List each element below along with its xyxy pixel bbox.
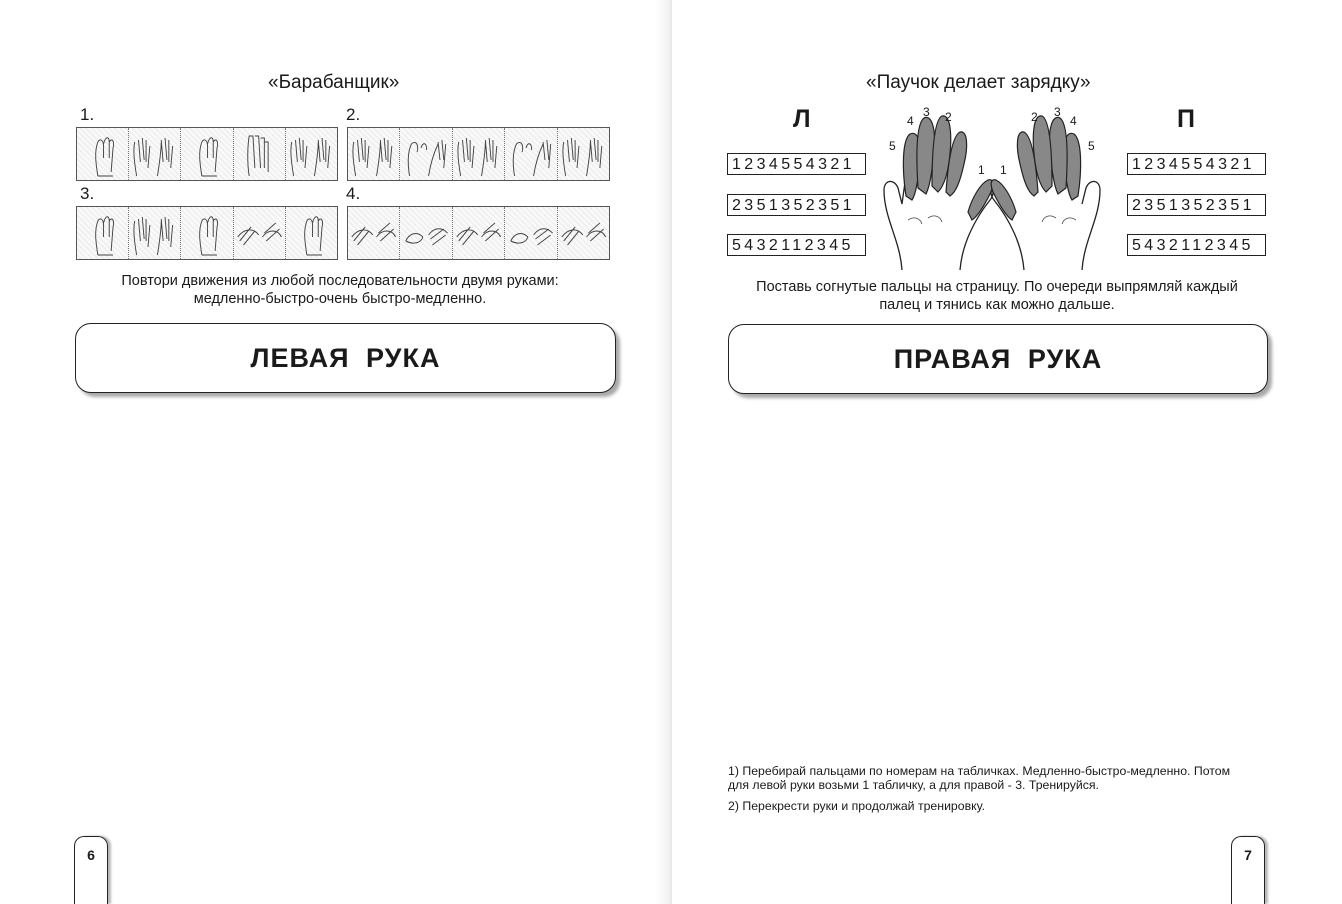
instruction-line: медленно-быстро-очень быстро-медленно. (193, 291, 487, 307)
hand-sequence-strip-3 (76, 206, 338, 260)
finger-number: 4 (1070, 114, 1077, 128)
sequence-label: 3. (80, 184, 95, 203)
hand-gesture-frame (77, 128, 129, 180)
hand-gesture-frame (400, 207, 452, 259)
page-number: 6 (74, 836, 108, 904)
hand-icon (234, 128, 285, 180)
right-hand-box: ПРАВАЯ РУКА (728, 324, 1268, 394)
footnote-line: для левой руки возьми 1 табличку, а для правой - 3. Тренируйся. (728, 778, 1099, 792)
hand-icon (505, 128, 556, 180)
page-title: «Паучок делает зарядку» (866, 72, 1091, 93)
hand-icon (181, 207, 232, 259)
hand-gesture-frame (286, 128, 337, 180)
finger-number: 1 (1000, 163, 1007, 177)
footnote-line: 1) Перебирай пальцами по номерам на табличках. Медленно-быстро-медленно. Потом (728, 764, 1231, 778)
instruction-line: палец и тянись как можно дальше. (879, 297, 1115, 313)
left-hand-box: ЛЕВАЯ РУКА (75, 323, 616, 393)
page-number: 7 (1231, 836, 1265, 904)
left-sequence-box: 5432112345 (727, 234, 866, 256)
hand-icon (558, 207, 609, 259)
instruction-text (80, 272, 600, 308)
footnote-2: 2) Перекрести руки и продолжай тренировку. (728, 799, 985, 813)
hand-gesture-frame (348, 207, 400, 259)
hand-icon (400, 128, 451, 180)
hand-sequence-strip-1 (76, 127, 338, 181)
hand-gesture-frame (400, 128, 452, 180)
left-page (0, 0, 668, 904)
finger-number: 3 (923, 105, 930, 119)
finger-number: 2 (945, 110, 952, 124)
sequence-label: 4. (346, 184, 361, 203)
hand-icon (234, 207, 285, 259)
hand-gesture-frame (348, 128, 400, 180)
hand-icon (505, 207, 556, 259)
hand-gesture-frame (453, 128, 505, 180)
hand-gesture-frame (129, 128, 181, 180)
hand-gesture-frame (558, 128, 609, 180)
hand-gesture-frame (129, 207, 181, 259)
hand-gesture-frame (505, 128, 557, 180)
hand-sequence-strip-2 (347, 127, 610, 181)
hand-sequence-strip-4 (347, 206, 610, 260)
hand-icon (181, 128, 232, 180)
instruction-line: Повтори движения из любой последовательности двумя руками: (121, 273, 559, 289)
finger-number: 5 (889, 139, 896, 153)
hand-gesture-frame (505, 207, 557, 259)
hand-icon (400, 207, 451, 259)
right-sequence-box: 5432112345 (1127, 234, 1266, 256)
hand-icon (129, 128, 180, 180)
left-hand-letter: Л (793, 105, 811, 133)
finger-number: 1 (978, 163, 985, 177)
hand-gesture-frame (558, 207, 609, 259)
hand-icon (348, 128, 399, 180)
right-sequence-box: 1234554321 (1127, 153, 1266, 175)
hand-gesture-frame (234, 128, 286, 180)
hand-icon (286, 207, 337, 259)
left-sequence-box: 2351352351 (727, 194, 866, 216)
hand-gesture-frame (234, 207, 286, 259)
hand-icon (348, 207, 399, 259)
finger-number: 5 (1088, 139, 1095, 153)
left-sequence-box: 1234554321 (727, 153, 866, 175)
footnote-1 (728, 764, 1288, 792)
hand-icon (558, 128, 609, 180)
page-title: «Барабанщик» (268, 72, 400, 93)
hand-gesture-frame (77, 207, 129, 259)
hand-icon (286, 128, 337, 180)
finger-number: 3 (1054, 105, 1061, 119)
right-sequence-box: 2351352351 (1127, 194, 1266, 216)
hand-gesture-frame (181, 207, 233, 259)
hand-icon (453, 128, 504, 180)
hand-gesture-frame (453, 207, 505, 259)
instruction-line: Поставь согнутые пальцы на страницу. По очереди выпрямляй каждый (756, 279, 1238, 295)
sequence-label: 1. (80, 105, 95, 124)
hand-icon (129, 207, 180, 259)
hand-gesture-frame (181, 128, 233, 180)
right-hand-letter: П (1177, 105, 1195, 133)
sequence-label: 2. (346, 105, 361, 124)
hand-gesture-frame (286, 207, 337, 259)
instruction-text (727, 278, 1267, 314)
right-page (672, 0, 1342, 904)
hand-icon (77, 128, 128, 180)
hand-icon (77, 207, 128, 259)
hand-icon (453, 207, 504, 259)
finger-number: 4 (907, 114, 914, 128)
finger-number: 2 (1031, 110, 1038, 124)
